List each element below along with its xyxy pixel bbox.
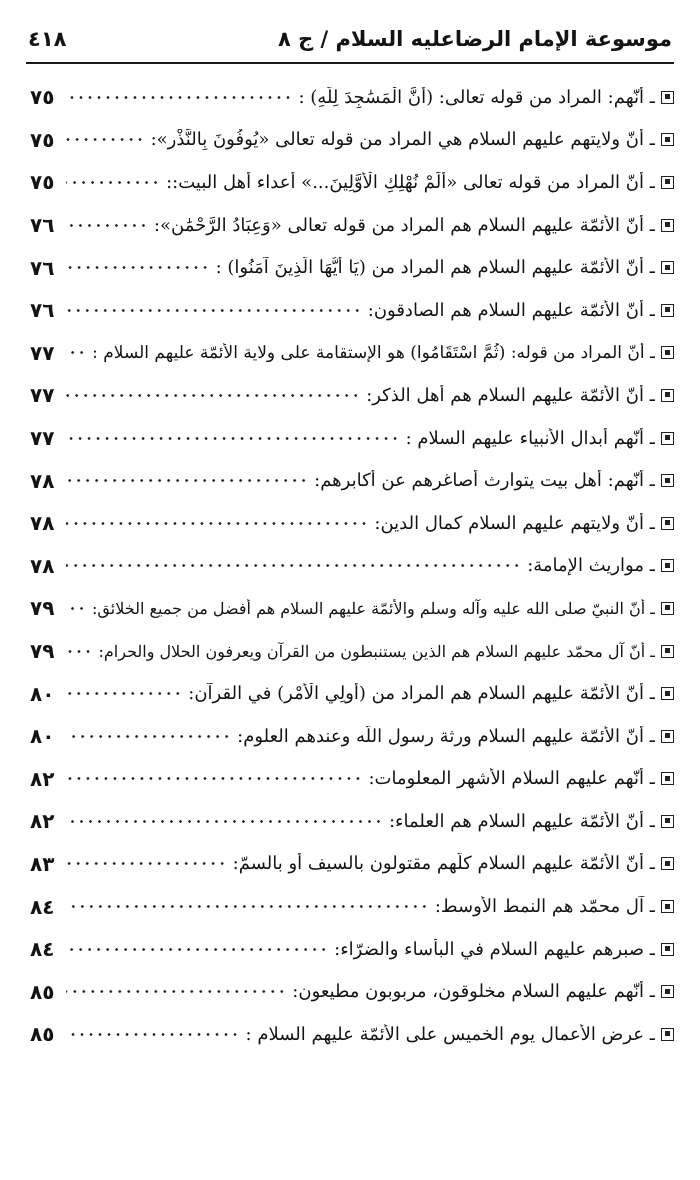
dot-leader xyxy=(66,174,160,190)
bullet-square-icon xyxy=(661,133,674,146)
dot-leader xyxy=(66,430,400,446)
dot-leader xyxy=(66,260,210,276)
toc-entry[interactable] xyxy=(30,374,674,417)
bullet-square-icon xyxy=(661,602,674,615)
toc-entry-text: ـ أنّ الأئمّة عليهم السلام هم المراد من قوله تعالى «وَعِبَادُ الرَّحْمَٰنِ»: xyxy=(153,214,655,236)
page-header xyxy=(28,22,672,56)
toc-entry-text: ـ مواريث الإمامة: xyxy=(527,555,655,577)
toc-entry-text: ـ أنّ ولايتهم عليهم السلام هي المراد من قوله تعالى «يُوفُونَ بِالنَّذْرِ»: xyxy=(150,129,655,151)
toc-entry[interactable] xyxy=(30,715,674,758)
toc-entry[interactable] xyxy=(30,289,674,332)
toc-entry-text: ـ أنّ المراد من قوله تعالى «أَلَمْ نُهْلِكِ الْأَوَّلِينَ...» أعداء أهل البيت:: xyxy=(166,171,655,193)
bullet-square-icon xyxy=(661,91,674,104)
book-title: موسوعة الإمام الرضاعليه السلام / ج ٨ xyxy=(277,27,672,51)
dot-leader xyxy=(66,302,362,318)
dot-leader xyxy=(66,89,292,105)
toc-entry[interactable] xyxy=(30,885,674,928)
toc-entry[interactable] xyxy=(30,758,674,801)
toc-entry-text: ـ أنّهم عليهم السلام مخلوقون، مربوبون مطيعون: xyxy=(292,981,655,1003)
toc-page-number: ٨٢ xyxy=(30,809,55,834)
toc-page-number: ٧٨ xyxy=(30,511,55,536)
toc-page-number: ٨٣ xyxy=(30,851,55,876)
bullet-square-icon xyxy=(661,772,674,785)
dot-leader xyxy=(66,643,93,659)
toc-entry[interactable] xyxy=(30,672,674,715)
toc-page-number: ٨٠ xyxy=(30,724,55,749)
header-divider xyxy=(26,62,674,64)
bullet-square-icon xyxy=(661,900,674,913)
toc-page-number: ٧٥ xyxy=(30,170,55,195)
toc-page-number: ٧٥ xyxy=(30,85,55,110)
dot-leader xyxy=(66,771,362,787)
toc-entry[interactable] xyxy=(30,246,674,289)
bullet-square-icon xyxy=(661,985,674,998)
dot-leader xyxy=(66,132,145,148)
toc-entry[interactable] xyxy=(30,76,674,119)
toc-entry[interactable] xyxy=(30,928,674,971)
toc-entry-text: ـ أنّ الأئمّة عليهم السلام هم أهل الذكر: xyxy=(366,384,655,406)
toc-entry-text: ـ أنّ ولايتهم عليهم السلام كمال الدين: xyxy=(374,512,655,534)
bullet-square-icon xyxy=(661,730,674,743)
bullet-square-icon xyxy=(661,346,674,359)
toc-entry-text: ـ أنّهم: أهل بيت يتوارث أصاغرهم عن أكابرهم: xyxy=(314,470,655,492)
toc-entry-text: ـ أنّ الأئمّة عليهم السلام هم الصادقون: xyxy=(367,299,655,321)
toc-page-number: ٧٦ xyxy=(30,213,55,238)
toc-page-number: ٨٥ xyxy=(30,979,55,1004)
dot-leader xyxy=(66,728,231,744)
toc-entry-text: ـ أنّهم: المراد من قوله تعالى: (أَنَّ الْمَسَٰجِدَ لِلَّهِ) : xyxy=(298,86,655,108)
bullet-square-icon xyxy=(661,389,674,402)
toc-page-number: ٨٤ xyxy=(30,894,55,919)
toc-page-number: ٧٩ xyxy=(30,596,55,621)
toc-page-number: ٧٨ xyxy=(30,468,55,493)
toc-entry[interactable] xyxy=(30,161,674,204)
toc-entry-text: ـ أنّ الأئمّة عليهم السلام كلّهم مقتولون بالسيف أو بالسمّ: xyxy=(232,853,655,875)
toc-entry[interactable] xyxy=(30,459,674,502)
table-of-contents xyxy=(30,76,674,1056)
bullet-square-icon xyxy=(661,857,674,870)
toc-page-number: ٧٩ xyxy=(30,639,55,664)
toc-entry-text: ـ عرض الأعمال يوم الخميس على الأئمّة عليهم السلام : xyxy=(245,1023,655,1045)
toc-page-number: ٧٨ xyxy=(30,553,55,578)
bullet-square-icon xyxy=(661,943,674,956)
toc-entry-text: ـ أنّ آل محمّد عليهم السلام هم الذين يستنبطون من القرآن ويعرفون الحلال والحرام: xyxy=(98,641,655,661)
dot-leader xyxy=(66,600,86,616)
toc-entry[interactable] xyxy=(30,417,674,460)
toc-entry-text: ـ أنّهم عليهم السلام الأشهر المعلومات: xyxy=(368,768,655,790)
toc-page-number: ٧٧ xyxy=(30,340,55,365)
toc-entry-text: ـ أنّ المراد من قوله: (ثُمَّ اسْتَقَامُوا) هو الإستقامة على ولاية الأئمّة عليهم السلام : xyxy=(92,342,655,363)
toc-page-number: ٨٢ xyxy=(30,766,55,791)
toc-entry-text: ـ أنّ الأئمّة عليهم السلام هم المراد من (يَا أَيُّهَا الَّذِينَ آمَنُوا) : xyxy=(215,257,655,279)
toc-entry[interactable] xyxy=(30,1013,674,1056)
toc-page-number: ٨٥ xyxy=(30,1022,55,1047)
toc-page-number: ٧٦ xyxy=(30,298,55,323)
dot-leader xyxy=(66,387,360,403)
toc-entry-text: ـ آل محمّد هم النمط الأوسط: xyxy=(434,896,655,918)
toc-page-number: ٧٧ xyxy=(30,383,55,408)
toc-entry[interactable] xyxy=(30,843,674,886)
toc-page-number: ٨٤ xyxy=(30,937,55,962)
toc-page-number: ٧٥ xyxy=(30,127,55,152)
toc-entry[interactable] xyxy=(30,502,674,545)
toc-page-number: ٨٠ xyxy=(30,681,55,706)
dot-leader xyxy=(66,558,521,574)
toc-entry[interactable] xyxy=(30,587,674,630)
toc-entry[interactable] xyxy=(30,630,674,673)
bullet-square-icon xyxy=(661,219,674,232)
toc-entry-text: ـ أنّ الأئمّة عليهم السلام هم العلماء: xyxy=(388,810,655,832)
bullet-square-icon xyxy=(661,261,674,274)
toc-entry-text: ـ أنّهم أبدال الأنبياء عليهم السلام : xyxy=(405,427,655,449)
bullet-square-icon xyxy=(661,559,674,572)
toc-entry-text: ـ صبرهم عليهم السلام في البأساء والضرّاء: xyxy=(334,938,655,960)
toc-entry[interactable] xyxy=(30,119,674,162)
bullet-square-icon xyxy=(661,517,674,530)
toc-entry[interactable] xyxy=(30,545,674,588)
dot-leader xyxy=(66,686,182,702)
bullet-square-icon xyxy=(661,304,674,317)
toc-entry-text: ـ أنّ الأئمّة عليهم السلام ورثة رسول اللّه وعندهم العلوم: xyxy=(237,725,655,747)
bullet-square-icon xyxy=(661,176,674,189)
bullet-square-icon xyxy=(661,687,674,700)
toc-entry[interactable] xyxy=(30,800,674,843)
dot-leader xyxy=(66,899,429,915)
toc-page-number: ٧٦ xyxy=(30,255,55,280)
dot-leader xyxy=(66,217,148,233)
toc-entry[interactable] xyxy=(30,204,674,247)
toc-page-number: ٧٧ xyxy=(30,426,55,451)
dot-leader xyxy=(66,813,383,829)
dot-leader xyxy=(66,856,227,872)
toc-entry-text: ـ أنّ الأئمّة عليهم السلام هم المراد من (أُولِي الْأَمْرِ) في القرآن: xyxy=(188,683,655,705)
dot-leader xyxy=(66,984,286,1000)
dot-leader xyxy=(66,473,308,489)
toc-entry[interactable] xyxy=(30,970,674,1013)
dot-leader xyxy=(66,1026,240,1042)
bullet-square-icon xyxy=(661,474,674,487)
dot-leader xyxy=(66,515,368,531)
bullet-square-icon xyxy=(661,432,674,445)
dot-leader xyxy=(66,941,328,957)
dot-leader xyxy=(66,345,86,361)
toc-entry-text: ـ أنّ النبيّ صلى الله عليه وآله وسلم والأئمّة عليهم السلام هم أفضل من جميع الخلائق: xyxy=(92,598,655,618)
page-number: ٤١٨ xyxy=(28,27,67,51)
toc-entry[interactable] xyxy=(30,332,674,375)
bullet-square-icon xyxy=(661,1028,674,1041)
bullet-square-icon xyxy=(661,815,674,828)
bullet-square-icon xyxy=(661,645,674,658)
